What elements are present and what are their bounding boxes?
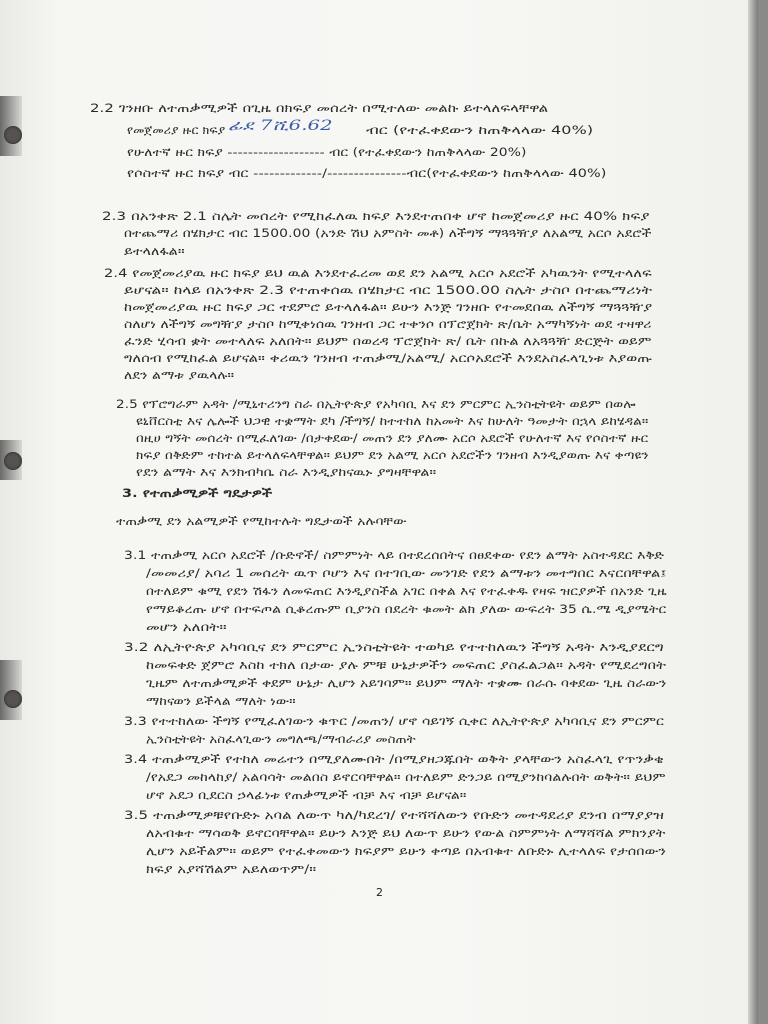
punch-hole xyxy=(4,452,22,470)
text-line: ለአብቁተ ማሳወቅ ይኖርባቸዋል። ይሁን እንጅ ይህ ለውጥ ይሁን የውል ስምምነት ለማሻሻል ምክንያት xyxy=(146,826,666,840)
text-line: 3.5 ተጠቃሚዎቹየቡድኑ አባል ለውጥ ካለ/ካደረገ/ የተሻሻለውን የቡድን መተዳደሪያ ደንብ በማያያዝ xyxy=(124,808,664,822)
text-line: ብር (የተፈቀደውን ከጠቅላላው 40%) xyxy=(366,123,594,137)
text-line: ተጠቃሚ ደን አልሚዎች የሚከተሉት ግዴታወች አሉባቸው xyxy=(116,514,407,528)
text-line: የደን ልማት እና እንክብካቤ ስራ እንዲያከናዉኑ ያግዛቸዋል። xyxy=(136,465,437,479)
text-line: 3. የተጠቃሚዎች ግዴታዎች xyxy=(122,486,273,500)
text-line: የማይቆረጡ ሆኖ በተፍጦል ሲቆረጡም ቢያንስ በደረት ቁመት ልክ ያለው ውፍረት 35 ሴ.ሜ ዲያሜትር xyxy=(146,602,667,616)
text-line: 2.5 የፕሮግራም አዳት /ሚኒተሪንግ ስራ በኢትዮጵያ የአካባቢ እና ደን ምርምር ኢንስቲትዩት ወይም በወሎ xyxy=(116,397,636,411)
text-line: 2.2 ገንዘቡ ለተጠቃሚዎች በጊዜ በክፍያ መሰረት በሚተለው መልኩ ይተላለፍላቸዋል xyxy=(90,101,549,115)
text-line: ማከናወን ይችላል ማለት ነው። xyxy=(146,694,296,708)
text-line: ስለሆነ ለችግኝ መግዥያ ታስቦ ከሚቀነሰዉ ገንዘብ ጋር ተቀንሶ በፕሮጀክት ጽ/ቤት አማካኝነት ወደ ተዛዋሪ xyxy=(124,317,652,331)
text-line: የሁለተኛ ዙር ክፍያ ------------------- ብር (የተፈቀደውን ከጠቅላላው 20%) xyxy=(127,145,527,159)
handwritten-amount: ፊደ 7ሺ6.62 xyxy=(228,118,333,134)
text-line: 2.4 የመጀመሪያዉ ዙር ክፍያ ይህ ዉል እንደተፈረመ ወደ ደን አልሚ አርሶ አደሮች አካዉንት የሚተላለፍ xyxy=(104,266,652,280)
punch-hole xyxy=(4,690,22,708)
text-line: ዩኒቨርስቲ እና ሌሎች ህጋዊ ተቋማት ደካ /ችግኝ/ ከተተከለ ከአመት እና ከሁለት ዓመታት በኋላ ይከሄዳል። xyxy=(136,414,649,428)
text-line: ይተላለፋል። xyxy=(124,244,185,258)
text-line: ሆኖ አደጋ ቢደርስ ኃላፊነቱ የጠቃሚዎች ብቻ እና ብቻ ይሆናል። xyxy=(146,788,467,802)
text-line: 3.4 ተጠቃሚዎች የተከለ መሬተን በሚያለሙበት /በሚያዘጋጁበት ወቅት ያላቸውን አስፈላጊ የጥንቃቄ xyxy=(124,752,664,766)
text-line: ጊዜም ለተጠቃሚዎች ቀደም ሁኔታ ሊሆን አይገባም። ይህም ማለት ተቋሙ በራሱ ባቀደው ጊዜ ስራውን xyxy=(146,676,667,690)
text-line: ኢንስቲትዩት አስፈላጊውን መግለጫ/ማብራሪያ መስጠት xyxy=(146,732,416,746)
page-number: 2 xyxy=(376,886,383,899)
text-line: በዚሀ ግኝት መሰረት በሚፈለገው /በታቀደው/ መጠን ደን ያለሙ አርሶ አደሮች የሁለተኛ እና የሶስተኛ ዙር xyxy=(136,431,649,445)
text-line: በተጨማሪ በሄክታር ብር 1500.00 (አንድ ሽህ አምስት መቶ) ለችግኝ ማጓጓዥያ ለአልሚ አርሶ አደሮች xyxy=(124,226,652,240)
text-line: ከመፍቀድ ጀምሮ እስከ ተክለ በታው ያሉ ምቹ ሁኔታዎችን መፍጠር ያስፈልጋል። አዳት የሚደረግበት xyxy=(146,658,666,672)
punch-hole xyxy=(4,126,22,144)
text-line: ከመጀመሪያዉ ዙር ክፍያ ጋር ተደምሮ ይተላለፋል። ይሁን እንጅ ገንዘቡ የተመደበዉ ለችግኝ ማጓጓዥያ xyxy=(124,300,653,314)
text-line: 3.2 ለኢትዮጵያ አካባቢና ደን ምርምር ኢንስቲትዩት ተወካይ የተተከለዉን ችግኝ አዳት እንዲያደርግ xyxy=(124,640,664,654)
text-line: ክፍያ አያሻሽልም አይለወጥም/። xyxy=(146,862,317,876)
text-line: ሊሆን አይችልም። ወይም የተፈቀመውን ክፍያም ይሁን ቀጣይ በአብቁተ ለቡድኑ ሊተላለፍ የታሰበውን xyxy=(146,844,666,858)
text-line: /የአደጋ መከላከያ/ አልባሳት መልበስ ይኖርባቸዋል። በተለይም ድንጋይ በሚያንከባልሉበት ወቅት። ይህም xyxy=(146,770,666,784)
text-line: መሆን አለበት። xyxy=(146,620,227,634)
text-line: ግለሰብ የሚከፈል ይሆናል። ቀሪዉን ገንዘብ ተጠቃሚ/አልሚ/ አርሶአደሮች እንደአስፈላጊነቱ እያወጡ xyxy=(124,351,653,365)
text-line: ለደን ልማቱ ያዉላሉ። xyxy=(124,368,235,382)
text-line: ክፍያ በቅድም ተከተል ይተላለፍላቸዋል። ይህም ደን አልሚ አርሶ አደሮችን ገንዘብ እንዲያወጡ እና ቀጣዩን xyxy=(136,448,649,462)
text-line: /መመሪያ/ አባሪ 1 መሰረት ዉጥ ቦሆን እና በተገቢው መንገድ የደን ልማቱን መተግበር እናርበቸዋል፤ xyxy=(146,566,667,580)
text-line: 2.3 በአንቀጽ 2.1 ስሌት መሰረት የሚከፈለዉ ክፍያ እንደተጠበቀ ሆኖ ከመጀመሪያ ዙር 40% ክፍያ xyxy=(102,209,650,223)
text-line: የሶስተኛ ዙር ክፍያ ብር -------------/---------------ብር(የተፈቀደውን ከጠቅላላው 40%) xyxy=(127,166,607,180)
text-line: 3.1 ተጠቃሚ አርሶ አደሮች /ቡድኖች/ ስምምነት ላይ በተደረሰበትና በፀደቀው የደን ልማት አስተዳደር እቅድ xyxy=(124,548,664,562)
text-line: ይሆናል። ከላይ በአንቀጽ 2.3 የተጠቀሰዉ በሄክታር ብር 1500.00 ስሌት ታስቦ በተጨማሪነት xyxy=(124,283,653,297)
text-line: በተለይም ቁሚ የደን ሽፋን ለመፍጠር እንዲያስችል አገር በቀል እና የተፈቀዱ የዛፍ ዝርያዎች በአንድ ጊዜ xyxy=(146,584,667,598)
text-line: 3.3 የተተከለው ችግኝ የሚፈለገውን ቁጥር /መጠን/ ሆኖ ሳይገኝ ሲቀር ለኢትዮጵያ አካባቢና ደን ምርምር xyxy=(124,714,664,728)
text-line: የመጀመሪያ ዙር ክፍያ xyxy=(127,123,226,137)
text-line: ፈንድ ሂሳብ ቋት መተላለፍ አለበት። ይህም በወረዳ ፕሮጀክት ጽ/ ቤት በኩል ለአጓጓዥ ድርጅት ወይም xyxy=(124,334,652,348)
page-edge-shadow xyxy=(748,0,758,1024)
